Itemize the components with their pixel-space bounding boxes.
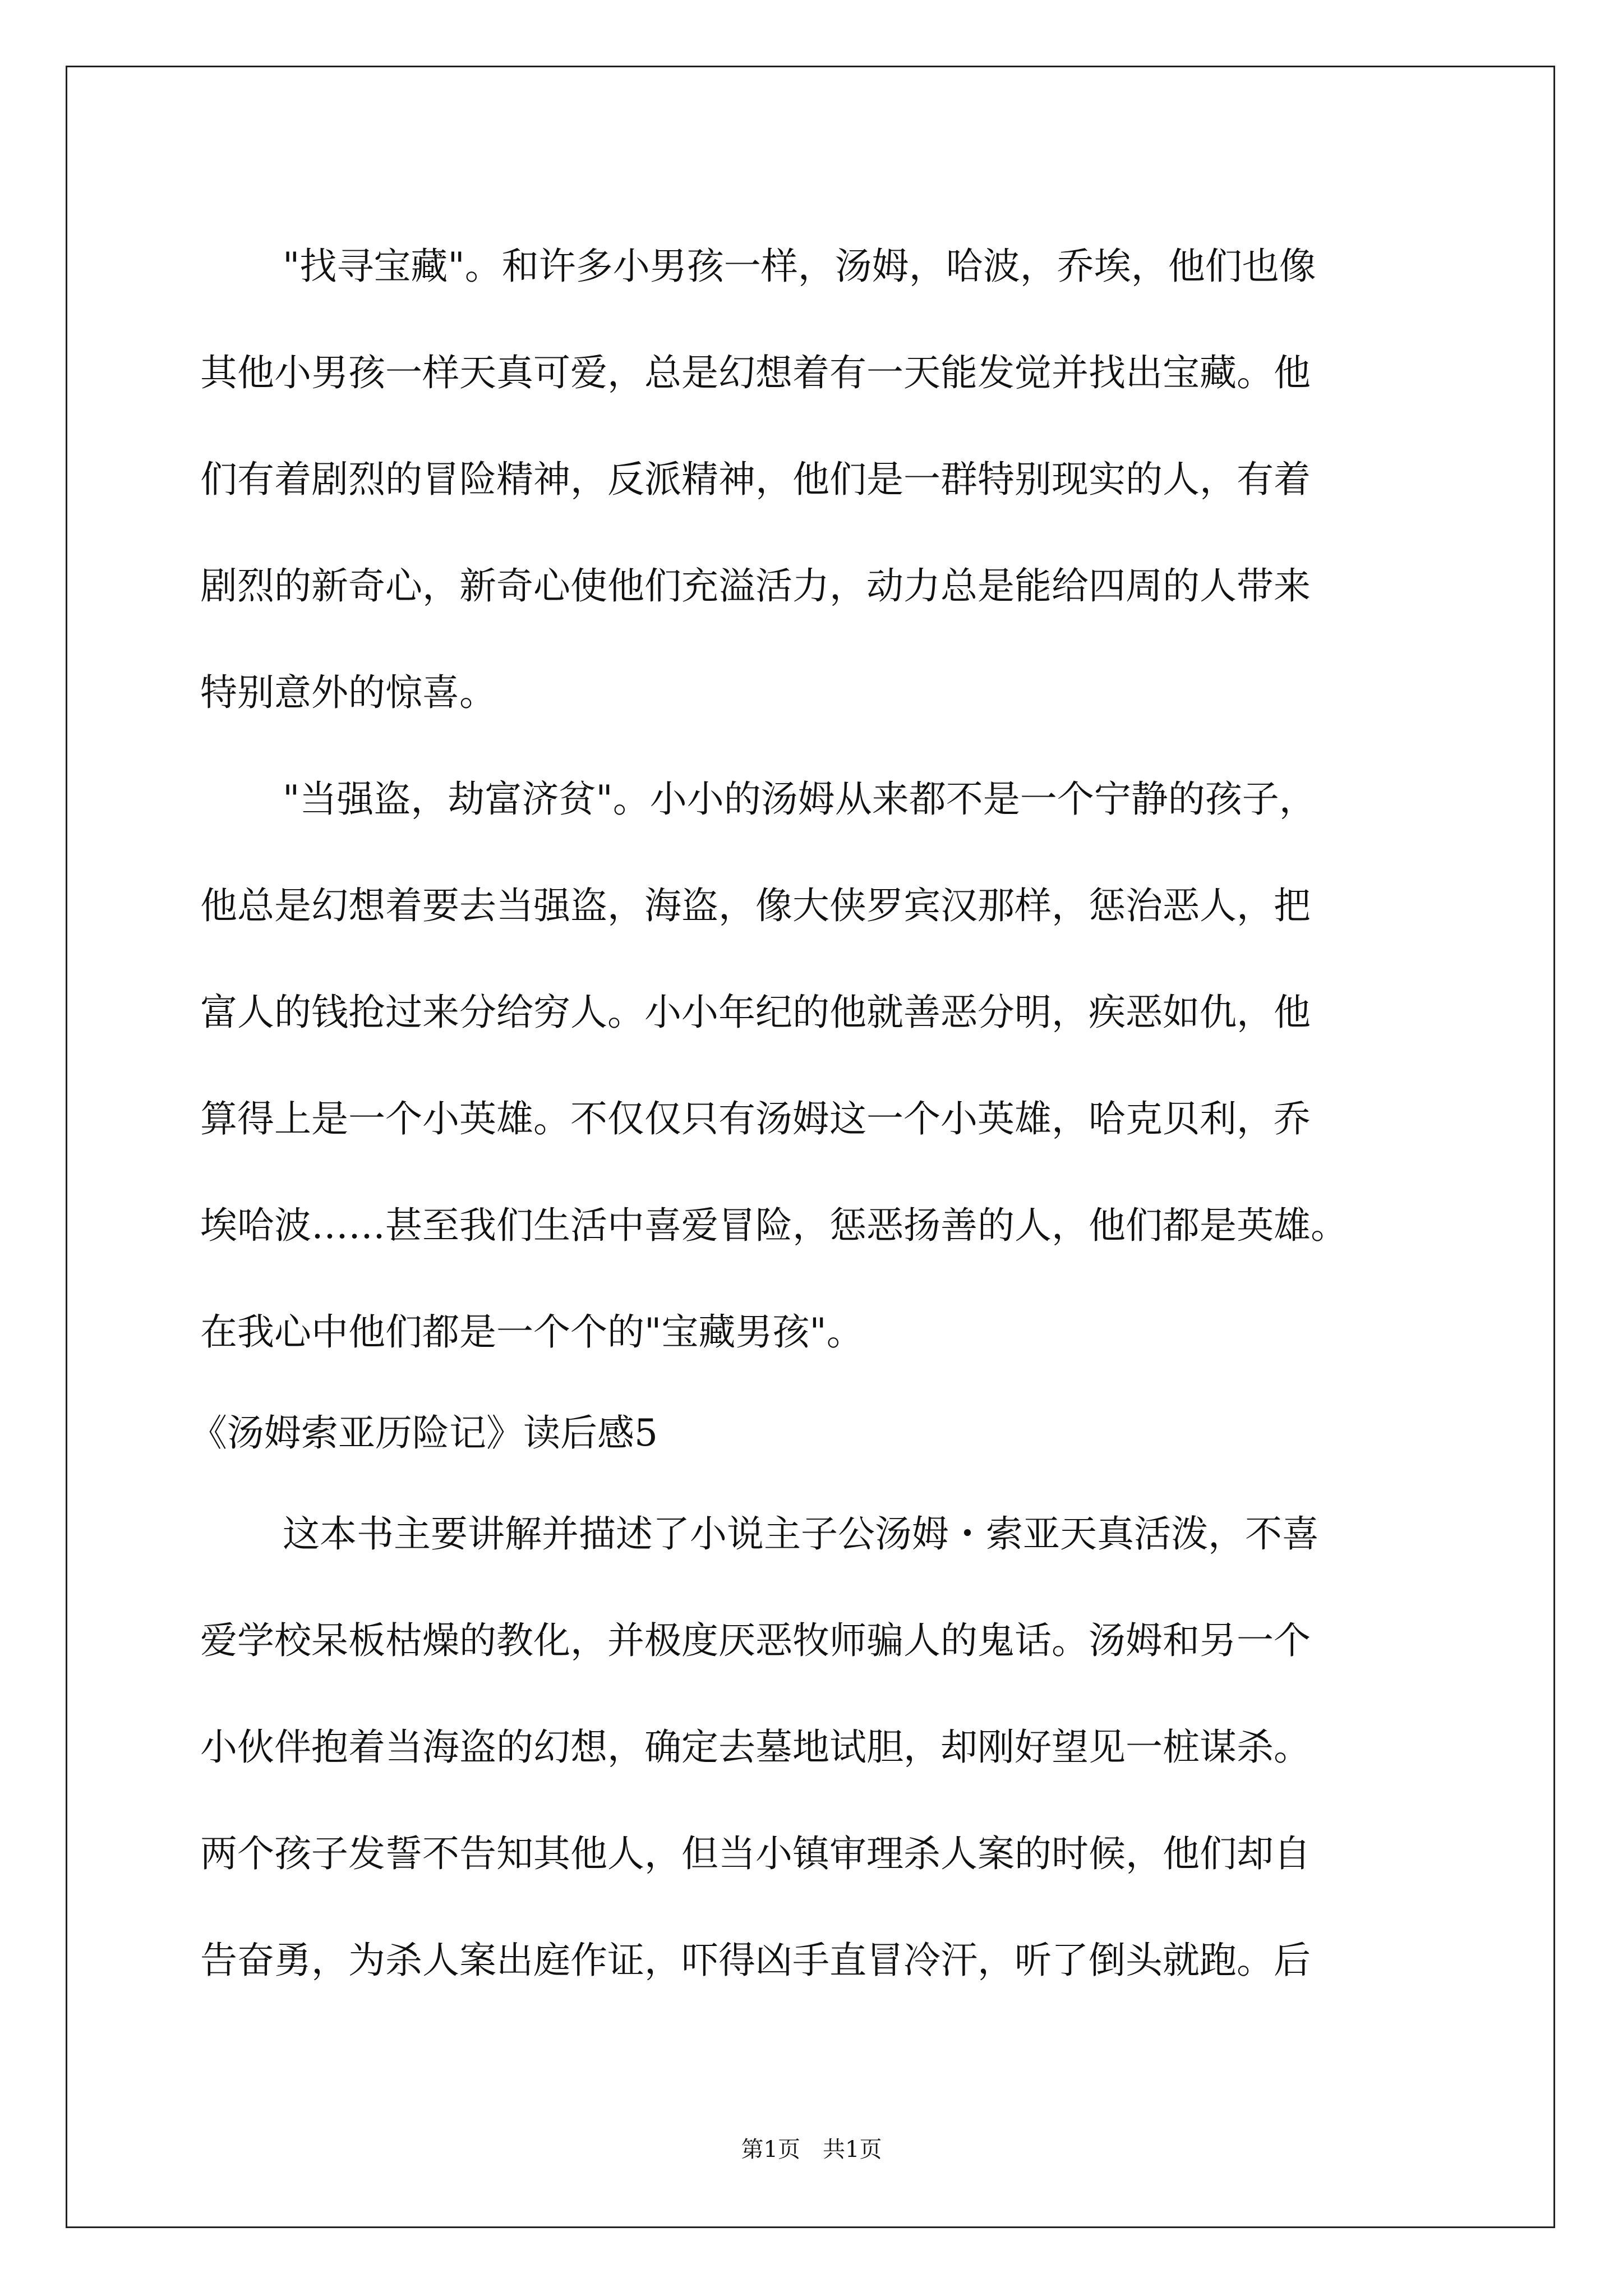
paragraph-line: 两个孩子发誓不告知其他人，但当小镇审理杀人案的时候，他们却自 [200, 1832, 1311, 1875]
paragraph-line: 特别意外的惊喜。 [200, 671, 496, 714]
paragraph-line: 爱学校呆板枯燥的教化，并极度厌恶牧师骗人的鬼话。汤姆和另一个 [200, 1619, 1311, 1662]
section-title: 《汤姆索亚历险记》读后感5 [190, 1411, 658, 1455]
paragraph-line: 小伙伴抱着当海盗的幻想，确定去墓地试胆，却刚好望见一桩谋杀。 [200, 1726, 1311, 1769]
paragraph-line: 这本书主要讲解并描述了小说主子公汤姆・索亚天真活泼，不喜 [283, 1512, 1319, 1556]
paragraph-line: "当强盗，劫富济贫"。小小的汤姆从来都不是一个宁静的孩子， [283, 777, 1316, 821]
paragraph-line: 其他小男孩一样天真可爱，总是幻想着有一天能发觉并找出宝藏。他 [200, 351, 1311, 394]
paragraph-line: 他总是幻想着要去当强盗，海盗，像大侠罗宾汉那样，惩治恶人，把 [200, 884, 1311, 927]
document-body [190, 213, 1423, 2014]
paragraph-2 [200, 746, 1423, 1386]
paragraph-3 [200, 1481, 1423, 2014]
paragraph-1 [200, 213, 1423, 746]
paragraph-line: 剧烈的新奇心，新奇心使他们充溢活力，动力总是能给四周的人带来 [200, 564, 1311, 608]
paragraph-line: 们有着剧烈的冒险精神，反派精神，他们是一群特别现实的人，有着 [200, 458, 1311, 501]
page-footer: 第1页 共1页 [741, 2137, 882, 2162]
paragraph-line: 埃哈波……甚至我们生活中喜爱冒险，惩恶扬善的人，他们都是英雄。 [200, 1204, 1348, 1247]
paragraph-line: 在我心中他们都是一个个的"宝藏男孩"。 [200, 1310, 864, 1354]
paragraph-line: 富人的钱抢过来分给穷人。小小年纪的他就善恶分明，疾恶如仇，他 [200, 991, 1311, 1034]
paragraph-line: 告奋勇，为杀人案出庭作证，吓得凶手直冒冷汗，听了倒头就跑。后 [200, 1939, 1311, 1982]
paragraph-line: "找寻宝藏"。和许多小男孩一样，汤姆，哈波，乔埃，他们也像 [283, 245, 1316, 288]
paragraph-line: 算得上是一个小英雄。不仅仅只有汤姆这一个小英雄，哈克贝利，乔 [200, 1097, 1311, 1140]
